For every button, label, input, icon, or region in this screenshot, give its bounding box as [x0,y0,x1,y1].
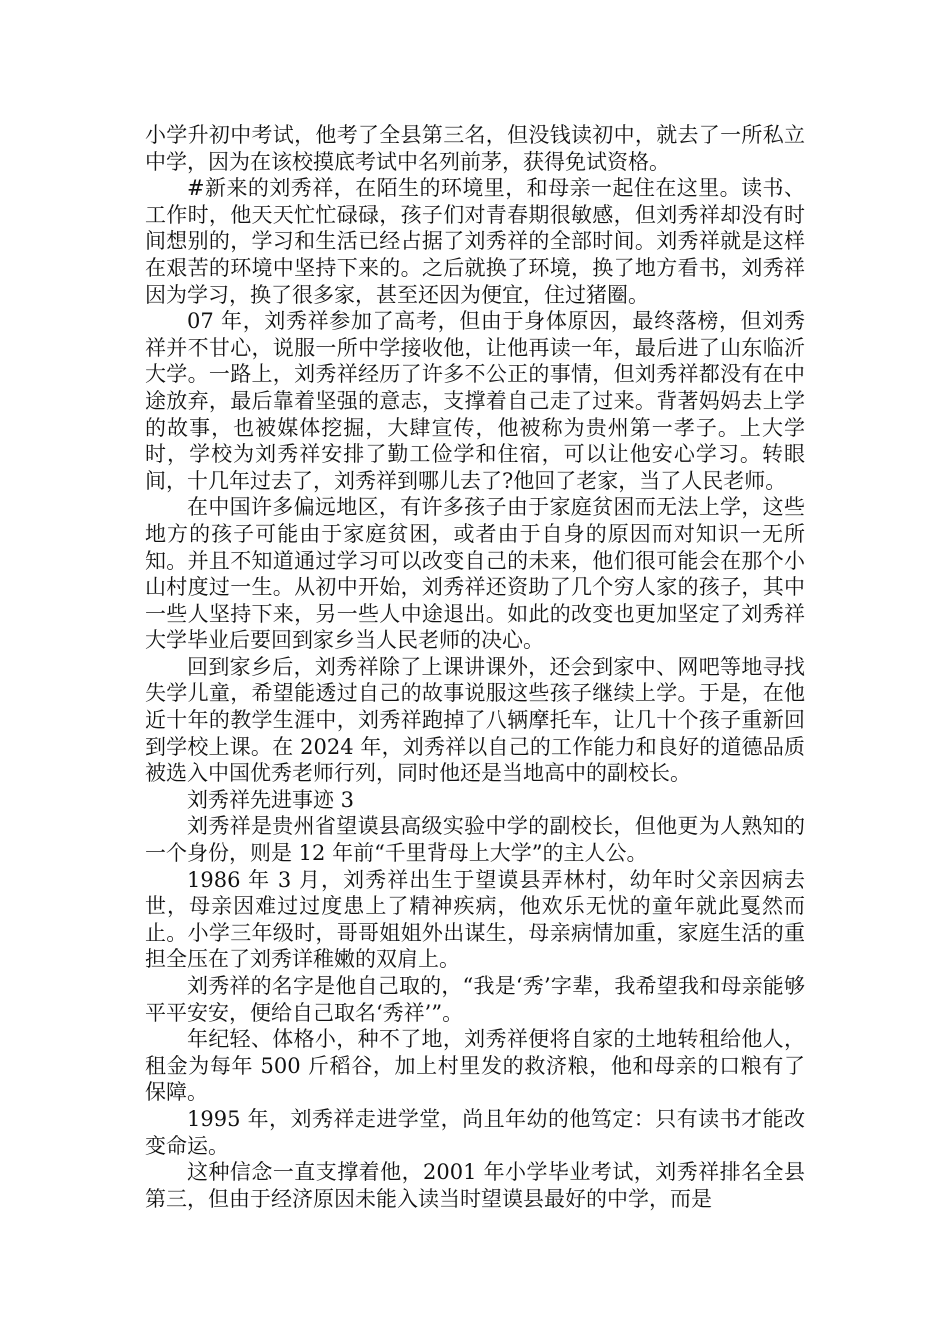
paragraph-3: 07 年，刘秀祥参加了高考，但由于身体原因，最终落榜，但刘秀祥并不甘心，说服一所中学接收他，让他再读一年，最后进了山东临沂大学。一路上，刘秀祥经历了许多不公正的事情，但刘秀祥都没有在中途放弃，最后靠着坚强的意志，支撑着自己走了过来。背著妈妈去上学的故事，也被媒体挖掘，大肆宣传，他被称为贵州第一孝子。上大学时，学校为刘秀祥安排了勤工俭学和住宿，可以让他安心学习。转眼间，十几年过去了，刘秀祥到哪儿去了?他回了老家，当了人民老师。 [145,309,805,493]
paragraph-6: 刘秀祥是贵州省望谟县高级实验中学的副校长，但他更为人熟知的一个身份，则是 12 年前“千里背母上大学”的主人公。 [145,814,805,866]
section-heading: 刘秀祥先进事迹 3 [187,787,355,812]
paragraph-4: 在中国许多偏远地区，有许多孩子由于家庭贫困而无法上学，这些地方的孩子可能由于家庭贫困，或者由于自身的原因而对知识一无所知。并且不知道通过学习可以改变自己的未来，他们很可能会在那个小山村度过一生。从初中开始，刘秀祥还资助了几个穷人家的孩子，其中一些人坚持下来，另一些人中途退出。如此的改变也更加坚定了刘秀祥大学毕业后要回到家乡当人民老师的决心。 [145,495,805,653]
paragraph-7: 1986 年 3 月，刘秀祥出生于望谟县弄林村，幼年时父亲因病去世，母亲因难过过度患上了精神疾病，他欢乐无忧的童年就此戛然而止。小学三年级时，哥哥姐姐外出谋生，母亲病情加重，家庭生活的重担全压在了刘秀详稚嫩的双肩上。 [145,867,805,972]
paragraph-10: 1995 年，刘秀祥走进学堂，尚且年幼的他笃定：只有读书才能改变命运。 [145,1106,805,1158]
paragraph-9: 年纪轻、体格小，种不了地，刘秀祥便将自家的土地转租给他人，租金为每年 500 斤稻谷，加上村里发的救济粮，他和母亲的口粮有了保障。 [145,1027,805,1105]
paragraph-11: 这种信念一直支撑着他，2001 年小学毕业考试，刘秀祥排名全县第三，但由于经济原因未能入读当时望谟县最好的中学，而是 [145,1160,805,1211]
paragraph-5: 回到家乡后，刘秀祥除了上课讲课外，还会到家中、网吧等地寻找失学儿童，希望能透过自己的故事说服这些孩子继续上学。于是，在他近十年的教学生涯中，刘秀祥跑掉了八辆摩托车，让几十个孩子重新回到学校上课。在 2024 年，刘秀祥以自己的工作能力和良好的道德品质被选入中国优秀老师行列，同时他还是当地高中的副校长。 [145,654,805,786]
paragraph-8: 刘秀祥的名字是他自己取的，“我是‘秀’字辈，我希望我和母亲能够平平安安，便给自己取名‘秀祥’”。 [145,974,805,1025]
paragraph-1: 小学升初中考试，他考了全县第三名，但没钱读初中，就去了一所私立中学，因为在该校摸底考试中名列前茅，获得免试资格。 [145,123,805,174]
document-page [145,122,805,1212]
paragraph-2: #新来的刘秀祥，在陌生的环境里，和母亲一起住在这里。读书、工作时，他天天忙忙碌碌，孩子们对青春期很敏感，但刘秀祥却没有时间想别的，学习和生活已经占据了刘秀祥的全部时间。刘秀祥就是这样在艰苦的环境中坚持下来的。之后就换了环境，换了地方看书，刘秀祥因为学习，换了很多家，甚至还因为便宜，住过猪圈。 [145,176,805,307]
